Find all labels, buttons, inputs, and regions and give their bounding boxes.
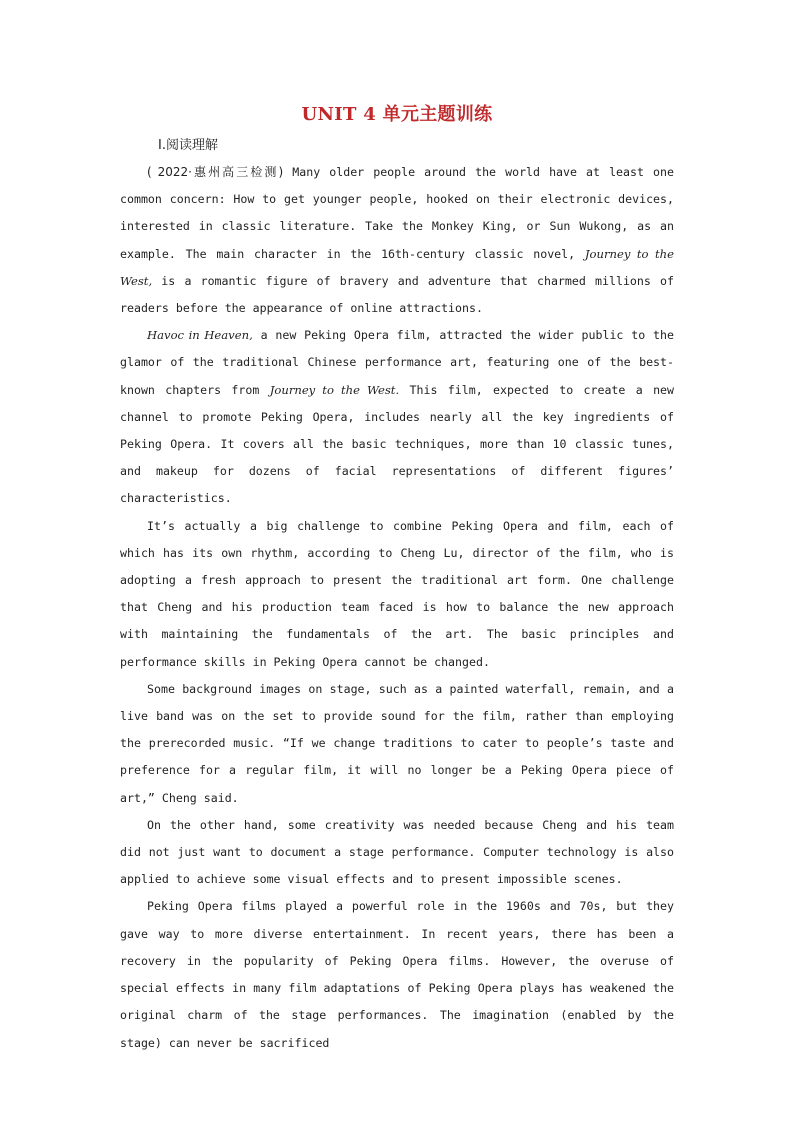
paragraph-text: a new Peking Opera film, attracted the wider public to the glamor of the traditional Chinese performance art, featuring one of the best-known chapters from bbox=[120, 328, 674, 397]
italic-title: Havoc in Heaven, bbox=[147, 328, 253, 343]
paragraph-4 bbox=[120, 676, 674, 812]
paragraph-text: is a romantic figure of bravery and adventure that charmed millions of readers before the appearance of online attractions. bbox=[120, 273, 674, 316]
paragraph-text: Some background images on stage, such as a painted waterfall, remain, and a live band was on the set to provide sound for the film, rather than employing the prerecorded music. “If we change traditions to cater to people’s taste and preference for a regular film, it will no longer be a Peking Opera piece of art,” Cheng said. bbox=[120, 681, 674, 805]
paragraph-5 bbox=[120, 812, 674, 894]
italic-title: Journey to the West. bbox=[269, 382, 400, 397]
page-title: UNIT 4 单元主题训练 bbox=[301, 104, 493, 125]
italic-title: Journey to the West, bbox=[120, 246, 674, 288]
paragraph-1 bbox=[120, 159, 674, 322]
paragraph-6 bbox=[120, 893, 674, 1056]
article-body bbox=[120, 159, 674, 1057]
document-page bbox=[120, 100, 674, 1057]
paragraph-text: Many older people around the world have at least one common concern: How to get younger people, hooked on their electronic devices, interested in classic literature. Take the Monkey King, or Sun Wukong, as an example. The main character in the 16th-century classic novel, bbox=[120, 165, 674, 261]
paragraph-text: This film, expected to create a new channel to promote Peking Opera, includes nearly all the key ingredients of Peking Opera. It covers all the basic techniques, more than 10 classic tunes, and makeup for dozens of facial representations of different figures’ characteristics. bbox=[120, 382, 675, 506]
paragraph-3 bbox=[120, 513, 674, 676]
section-heading: Ⅰ.阅读理解 bbox=[158, 138, 218, 153]
paragraph-2 bbox=[120, 322, 674, 512]
paragraph-text: On the other hand, some creativity was needed because Cheng and his team did not just want to document a stage performance. Computer technology is also applied to achieve some visual effects and to present impossible scenes. bbox=[120, 817, 674, 887]
source-citation: ( 2022·惠州高三检测) bbox=[147, 165, 284, 179]
paragraph-text: Peking Opera films played a powerful role in the 1960s and 70s, but they gave way to more diverse entertainment. In recent years, there has been a recovery in the popularity of Peking Opera films. However, the overuse of special effects in many film adaptations of Peking Opera plays has weakened the original charm of the stage performances. The imagination (enabled by the stage) can never be sacrificed bbox=[120, 899, 674, 1050]
paragraph-text: It’s actually a big challenge to combine Peking Opera and film, each of which has its own rhythm, according to Cheng Lu, director of the film, who is adopting a fresh approach to present the traditional art form. One challenge that Cheng and his production team faced is how to balance the new approach with maintaining the fundamentals of the art. The basic principles and performance skills in Peking Opera cannot be changed. bbox=[120, 518, 674, 669]
